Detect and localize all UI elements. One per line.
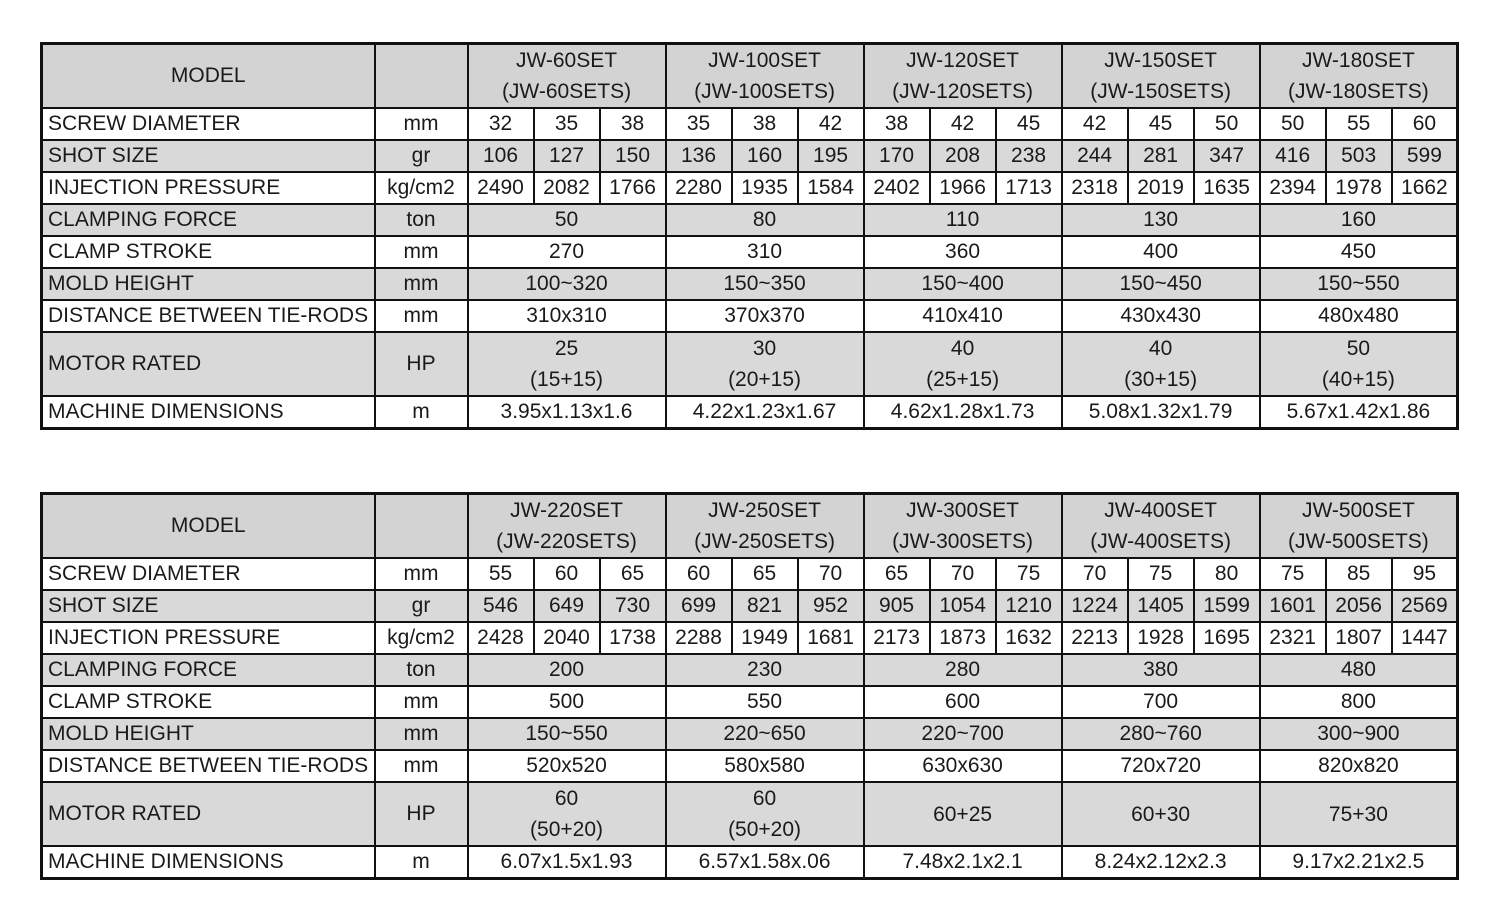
model-name-plural: (JW-300SETS)	[892, 530, 1033, 553]
spec-value: 195	[798, 140, 864, 172]
spec-value: 42	[930, 108, 996, 140]
spec-value: 170	[864, 140, 930, 172]
spec-value: 699	[666, 590, 732, 622]
spec-value: 150~400	[864, 268, 1062, 300]
motor-total-hp: 40	[1148, 337, 1173, 360]
spec-row	[42, 140, 1458, 172]
spec-value: 730	[600, 590, 666, 622]
spec-value: 60	[534, 558, 600, 590]
motor-rated-value	[1062, 332, 1260, 396]
spec-value: 2321	[1260, 622, 1326, 654]
parameter-label: DISTANCE BETWEEN TIE-RODS	[42, 300, 375, 332]
header-row	[42, 494, 1458, 559]
unit-header	[375, 44, 468, 109]
parameter-label: SCREW DIAMETER	[42, 558, 375, 590]
model-name-plural: (JW-60SETS)	[501, 80, 632, 103]
parameter-label: INJECTION PRESSURE	[42, 622, 375, 654]
spec-value: 65	[864, 558, 930, 590]
spec-value: 5.08x1.32x1.79	[1062, 396, 1260, 429]
spec-value: 75	[996, 558, 1062, 590]
model-name-plural: (JW-220SETS)	[496, 530, 637, 553]
model-column-header	[468, 44, 666, 109]
spec-row	[42, 590, 1458, 622]
spec-value: 905	[864, 590, 930, 622]
spec-value: 1738	[600, 622, 666, 654]
spec-value: 8.24x2.12x2.3	[1062, 846, 1260, 879]
spec-value: 244	[1062, 140, 1128, 172]
spec-value: 6.57x1.58x.06	[666, 846, 864, 879]
spec-value: 5.67x1.42x1.86	[1260, 396, 1458, 429]
spec-value: 136	[666, 140, 732, 172]
spec-value: 95	[1392, 558, 1458, 590]
spec-value: 4.62x1.28x1.73	[864, 396, 1062, 429]
spec-value: 820x820	[1260, 750, 1458, 782]
spec-row	[42, 622, 1458, 654]
spec-value: 65	[732, 558, 798, 590]
spec-value: 821	[732, 590, 798, 622]
spec-value: 600	[864, 686, 1062, 718]
unit-label: HP	[375, 782, 468, 846]
spec-value: 2318	[1062, 172, 1128, 204]
motor-total-hp: 60	[554, 787, 579, 810]
parameter-label: INJECTION PRESSURE	[42, 172, 375, 204]
parameter-label: MOTOR RATED	[42, 782, 375, 846]
motor-rated-value	[468, 332, 666, 396]
model-column-header	[468, 494, 666, 559]
spec-value: 85	[1326, 558, 1392, 590]
model-name-plural: (JW-120SETS)	[892, 80, 1033, 103]
model-name: JW-300SET	[906, 499, 1019, 522]
spec-value: 2402	[864, 172, 930, 204]
spec-value: 70	[1062, 558, 1128, 590]
motor-total-hp: 30	[752, 337, 777, 360]
spec-value: 42	[798, 108, 864, 140]
spec-value: 45	[1128, 108, 1194, 140]
spec-value: 50	[1194, 108, 1260, 140]
parameter-label: MACHINE DIMENSIONS	[42, 396, 375, 429]
unit-label: mm	[375, 300, 468, 332]
spec-value: 416	[1260, 140, 1326, 172]
spec-value: 75	[1260, 558, 1326, 590]
spec-value: 6.07x1.5x1.93	[468, 846, 666, 879]
motor-breakdown-hp: (30+15)	[1124, 368, 1198, 391]
model-column-header	[1062, 44, 1260, 109]
spec-value: 150~450	[1062, 268, 1260, 300]
spec-value: 281	[1128, 140, 1194, 172]
motor-total-hp: 50	[1346, 337, 1371, 360]
spec-value: 1601	[1260, 590, 1326, 622]
motor-total-hp: 40	[950, 337, 975, 360]
spec-value: 1632	[996, 622, 1062, 654]
spec-value: 75	[1128, 558, 1194, 590]
unit-label: kg/cm2	[375, 622, 468, 654]
spec-value: 1224	[1062, 590, 1128, 622]
model-name: JW-150SET	[1104, 49, 1218, 72]
spec-value: 580x580	[666, 750, 864, 782]
motor-rated-value	[1260, 782, 1458, 846]
spec-value: 1681	[798, 622, 864, 654]
spec-value: 280~760	[1062, 718, 1260, 750]
spec-value: 310x310	[468, 300, 666, 332]
unit-label: m	[375, 846, 468, 879]
motor-rated-value	[468, 782, 666, 846]
spec-value: 1978	[1326, 172, 1392, 204]
spec-row	[42, 332, 1458, 396]
spec-value: 450	[1260, 236, 1458, 268]
parameter-label: SHOT SIZE	[42, 590, 375, 622]
model-name: JW-220SET	[510, 499, 623, 522]
unit-label: gr	[375, 590, 468, 622]
motor-total-hp: 60	[752, 787, 777, 810]
motor-breakdown-hp: (20+15)	[728, 368, 802, 391]
motor-total-hp: 25	[554, 337, 579, 360]
spec-value: 2213	[1062, 622, 1128, 654]
spec-value: 599	[1392, 140, 1458, 172]
spec-row	[42, 236, 1458, 268]
motor-breakdown-hp: (40+15)	[1321, 368, 1395, 391]
spec-value: 127	[534, 140, 600, 172]
motor-breakdown-hp: (25+15)	[926, 368, 1000, 391]
spec-value: 430x430	[1062, 300, 1260, 332]
spec-value: 35	[534, 108, 600, 140]
model-name: JW-500SET	[1301, 499, 1415, 522]
spec-value: 1807	[1326, 622, 1392, 654]
spec-row	[42, 204, 1458, 236]
parameter-label: CLAMP STROKE	[42, 236, 375, 268]
unit-label: m	[375, 396, 468, 429]
unit-label: mm	[375, 236, 468, 268]
spec-value: 2490	[468, 172, 534, 204]
spec-value: 2040	[534, 622, 600, 654]
model-name-plural: (JW-500SETS)	[1287, 530, 1429, 553]
spec-value: 208	[930, 140, 996, 172]
parameter-label: CLAMPING FORCE	[42, 654, 375, 686]
motor-rated-value	[666, 782, 864, 846]
motor-breakdown-hp: (50+20)	[728, 818, 802, 841]
unit-label: mm	[375, 718, 468, 750]
spec-value: 1949	[732, 622, 798, 654]
spec-value: 2428	[468, 622, 534, 654]
spec-value: 220~650	[666, 718, 864, 750]
spec-value: 160	[1260, 204, 1458, 236]
spec-row	[42, 846, 1458, 879]
spec-value: 1584	[798, 172, 864, 204]
motor-rated-value	[864, 332, 1062, 396]
unit-label: mm	[375, 108, 468, 140]
unit-label: kg/cm2	[375, 172, 468, 204]
spec-value: 550	[666, 686, 864, 718]
spec-value: 380	[1062, 654, 1260, 686]
motor-total-hp: 75+30	[1328, 802, 1388, 826]
spec-value: 35	[666, 108, 732, 140]
spec-value: 1966	[930, 172, 996, 204]
spec-value: 400	[1062, 236, 1260, 268]
unit-header	[375, 494, 468, 559]
model-header: MODEL	[42, 494, 375, 559]
spec-value: 1210	[996, 590, 1062, 622]
spec-value: 649	[534, 590, 600, 622]
spec-value: 80	[1194, 558, 1260, 590]
spec-value: 200	[468, 654, 666, 686]
spec-value: 370x370	[666, 300, 864, 332]
spec-value: 100~320	[468, 268, 666, 300]
spec-value: 220~700	[864, 718, 1062, 750]
model-name: JW-250SET	[708, 499, 821, 522]
spec-value: 1635	[1194, 172, 1260, 204]
spec-row	[42, 782, 1458, 846]
parameter-label: MOLD HEIGHT	[42, 718, 375, 750]
spec-value: 2173	[864, 622, 930, 654]
motor-breakdown-hp: (50+20)	[530, 818, 603, 841]
spec-value: 1054	[930, 590, 996, 622]
model-name: JW-400SET	[1104, 499, 1218, 522]
spec-value: 130	[1062, 204, 1260, 236]
spec-value: 503	[1326, 140, 1392, 172]
spec-value: 2082	[534, 172, 600, 204]
model-column-header	[1062, 494, 1260, 559]
motor-total-hp: 60+30	[1131, 802, 1191, 826]
header-row	[42, 44, 1458, 109]
spec-row	[42, 718, 1458, 750]
model-column-header	[666, 494, 864, 559]
spec-value: 480x480	[1260, 300, 1458, 332]
spec-value: 60	[666, 558, 732, 590]
spec-value: 60	[1392, 108, 1458, 140]
model-column-header	[1260, 494, 1458, 559]
spec-value: 4.22x1.23x1.67	[666, 396, 864, 429]
model-name-plural: (JW-150SETS)	[1090, 80, 1232, 103]
spec-value: 270	[468, 236, 666, 268]
spec-value: 1405	[1128, 590, 1194, 622]
spec-value: 110	[864, 204, 1062, 236]
motor-rated-value	[666, 332, 864, 396]
spec-value: 38	[600, 108, 666, 140]
spec-value: 546	[468, 590, 534, 622]
model-column-header	[864, 44, 1062, 109]
parameter-label: DISTANCE BETWEEN TIE-RODS	[42, 750, 375, 782]
spec-value: 9.17x2.21x2.5	[1260, 846, 1458, 879]
spec-row	[42, 300, 1458, 332]
spec-row	[42, 396, 1458, 429]
spec-value: 1447	[1392, 622, 1458, 654]
spec-value: 3.95x1.13x1.6	[468, 396, 666, 429]
model-column-header	[1260, 44, 1458, 109]
motor-rated-value	[864, 782, 1062, 846]
spec-value: 1662	[1392, 172, 1458, 204]
unit-label: mm	[375, 686, 468, 718]
spec-row	[42, 654, 1458, 686]
motor-breakdown-hp: (15+15)	[530, 368, 603, 391]
parameter-label: SHOT SIZE	[42, 140, 375, 172]
spec-row	[42, 686, 1458, 718]
parameter-label: MACHINE DIMENSIONS	[42, 846, 375, 879]
parameter-label: CLAMP STROKE	[42, 686, 375, 718]
model-name: JW-120SET	[906, 49, 1019, 72]
spec-value: 150~550	[1260, 268, 1458, 300]
spec-value: 80	[666, 204, 864, 236]
spec-value: 70	[930, 558, 996, 590]
spec-value: 700	[1062, 686, 1260, 718]
spec-value: 347	[1194, 140, 1260, 172]
model-name-plural: (JW-400SETS)	[1090, 530, 1232, 553]
spec-value: 2569	[1392, 590, 1458, 622]
spec-value: 65	[600, 558, 666, 590]
spec-value: 520x520	[468, 750, 666, 782]
spec-value: 50	[468, 204, 666, 236]
spec-value: 1713	[996, 172, 1062, 204]
spec-value: 1928	[1128, 622, 1194, 654]
spec-value: 45	[996, 108, 1062, 140]
unit-label: ton	[375, 204, 468, 236]
unit-label: mm	[375, 268, 468, 300]
spec-value: 55	[468, 558, 534, 590]
spec-value: 630x630	[864, 750, 1062, 782]
unit-label: HP	[375, 332, 468, 396]
spec-value: 150	[600, 140, 666, 172]
spec-value: 1873	[930, 622, 996, 654]
spec-value: 2019	[1128, 172, 1194, 204]
spec-value: 1599	[1194, 590, 1260, 622]
spec-value: 160	[732, 140, 798, 172]
spec-value: 38	[732, 108, 798, 140]
spec-value: 238	[996, 140, 1062, 172]
spec-value: 2394	[1260, 172, 1326, 204]
spec-row	[42, 172, 1458, 204]
spec-value: 50	[1260, 108, 1326, 140]
spec-value: 150~350	[666, 268, 864, 300]
spec-row	[42, 268, 1458, 300]
spec-value: 2288	[666, 622, 732, 654]
spec-value: 230	[666, 654, 864, 686]
spec-row	[42, 558, 1458, 590]
spec-value: 150~550	[468, 718, 666, 750]
parameter-label: MOTOR RATED	[42, 332, 375, 396]
spec-table-2	[40, 492, 1459, 880]
spec-value: 38	[864, 108, 930, 140]
unit-label: mm	[375, 750, 468, 782]
parameter-label: MOLD HEIGHT	[42, 268, 375, 300]
spec-table-1	[40, 42, 1459, 430]
model-name-plural: (JW-100SETS)	[694, 80, 835, 103]
model-name-plural: (JW-180SETS)	[1287, 80, 1429, 103]
spec-value: 70	[798, 558, 864, 590]
spec-value: 1766	[600, 172, 666, 204]
motor-total-hp: 60+25	[933, 802, 993, 826]
spec-value: 800	[1260, 686, 1458, 718]
spec-value: 952	[798, 590, 864, 622]
parameter-label: CLAMPING FORCE	[42, 204, 375, 236]
unit-label: gr	[375, 140, 468, 172]
model-column-header	[864, 494, 1062, 559]
model-name: JW-100SET	[708, 49, 821, 72]
unit-label: ton	[375, 654, 468, 686]
spec-value: 2056	[1326, 590, 1392, 622]
model-name: JW-180SET	[1301, 49, 1415, 72]
spec-value: 7.48x2.1x2.1	[864, 846, 1062, 879]
spec-value: 1695	[1194, 622, 1260, 654]
model-column-header	[666, 44, 864, 109]
spec-value: 480	[1260, 654, 1458, 686]
spec-value: 280	[864, 654, 1062, 686]
spec-value: 106	[468, 140, 534, 172]
spec-value: 310	[666, 236, 864, 268]
spec-value: 300~900	[1260, 718, 1458, 750]
motor-rated-value	[1062, 782, 1260, 846]
spec-value: 500	[468, 686, 666, 718]
spec-value: 42	[1062, 108, 1128, 140]
model-name: JW-60SET	[515, 49, 618, 72]
unit-label: mm	[375, 558, 468, 590]
spec-value: 1935	[732, 172, 798, 204]
spec-row	[42, 108, 1458, 140]
spec-row	[42, 750, 1458, 782]
spec-value: 410x410	[864, 300, 1062, 332]
parameter-label: SCREW DIAMETER	[42, 108, 375, 140]
spec-value: 2280	[666, 172, 732, 204]
model-header: MODEL	[42, 44, 375, 109]
model-name-plural: (JW-250SETS)	[694, 530, 835, 553]
spec-value: 720x720	[1062, 750, 1260, 782]
spec-value: 360	[864, 236, 1062, 268]
motor-rated-value	[1260, 332, 1458, 396]
spec-value: 32	[468, 108, 534, 140]
spec-value: 55	[1326, 108, 1392, 140]
